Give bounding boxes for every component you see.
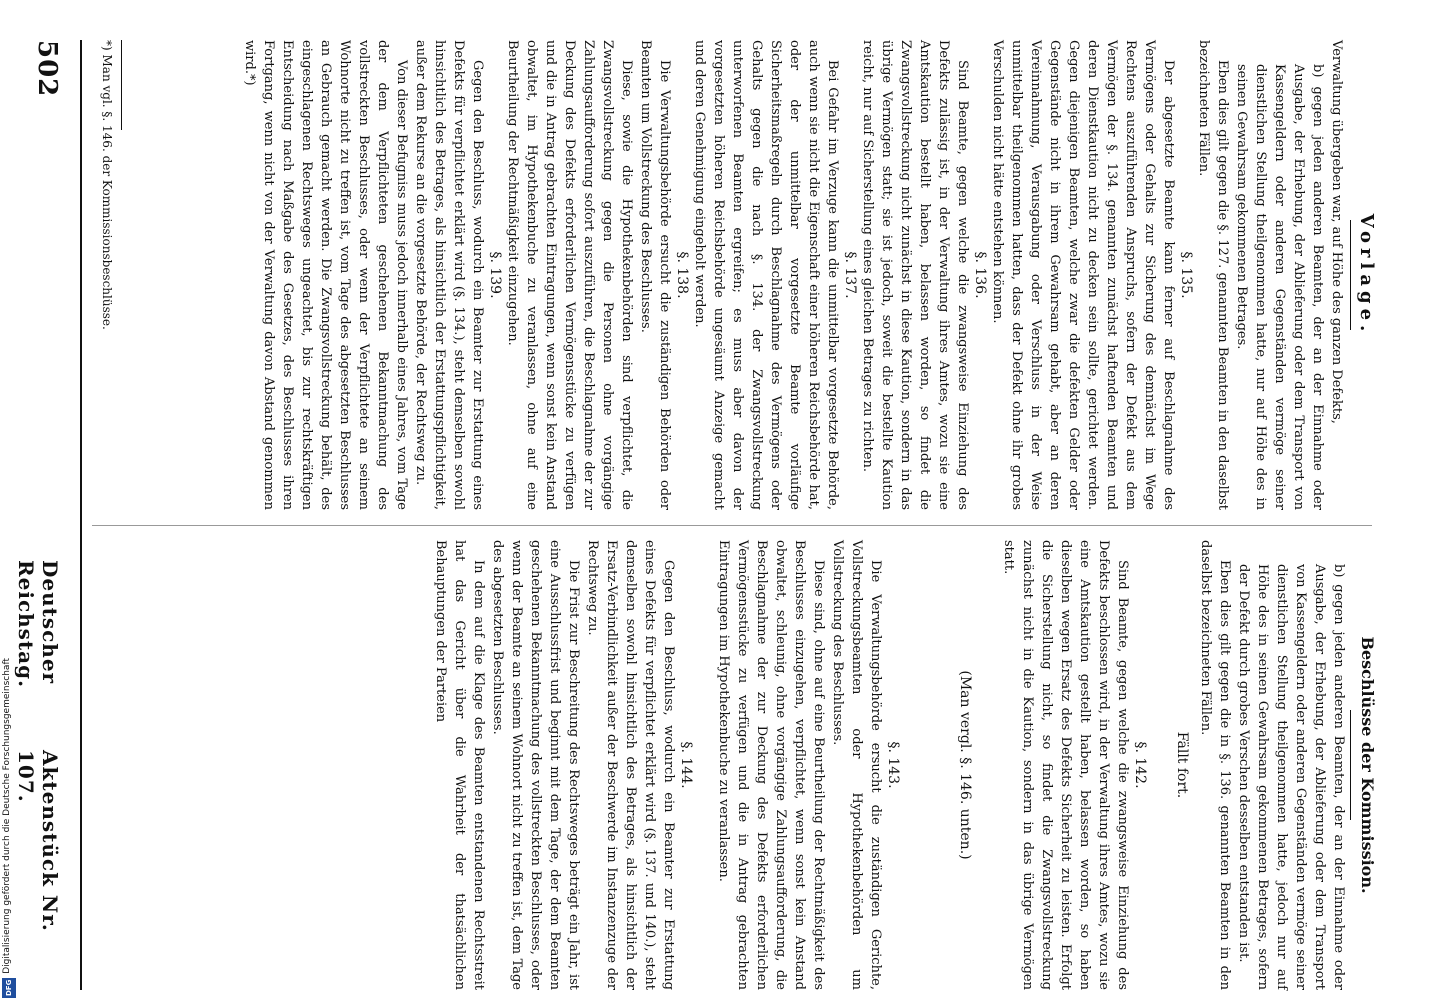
right-s144b-text: Die Frist zur Beschreitung des Rechtsweges beträgt ein Jahr, ist eine Ausschlussfrist und beginnt mit dem Tage, der dem Beamten geschehenen Bekanntmachung des vollstreckten Beschlusses, oder wenn der Beamte an seinem Wohnort nicht zu treffen ist, dem Tage des abgesetzten Beschlusses. — [490, 540, 581, 990]
right-s143-title: §. 143. — [885, 741, 901, 789]
right-s142-text: Sind Beamte, gegen welche die zwangsweise Einziehung des Defekts beschlossen wird, in der Verwaltung ihres Amtes, wozu sie eine Amtskaution gestellt haben, belassen worden, so haben dieselben wegen Ersatz des Defekts Sicherheit zu leisten. Erfolgt die Sicherstellung nicht, so findet die Zwangsvollstreckung zunächst nicht in die Kaution, sondern in das übrige Vermögen statt. — [1001, 540, 1130, 990]
title-right: Aktenstück Nr. 107. — [14, 750, 62, 932]
digitization-sidebar — [2, 600, 16, 1000]
left-heading-rule — [1350, 220, 1351, 330]
left-s137-title: §. 137. — [842, 251, 858, 299]
left-s137-text: Bei Gefahr im Verzuge kann die unmittelbar vorgesetzte Behörde, auch wenn sie nicht die Eigenschaft einer höheren Reichsbehörde hat, oder der unmittelbar vorgesetzte Beamte vorläufige Sicherheitsmaßregeln durch Beschlagnahme des Vermögens oder Gehalts gegen die nach §. 134. der Zwangsvollstreckung unterworfenen Beamten ergreifen; es muss aber davon der vorgesetzten höheren Reichsbehörde ungesäumt Anzeige gemacht und deren Genehmigung eingeholt werden. — [692, 40, 840, 510]
page-number: 502 — [32, 40, 62, 98]
column-divider — [92, 525, 1372, 526]
left-s136-title: §. 136. — [972, 251, 988, 299]
right-s142-title: §. 142. — [1132, 741, 1148, 789]
right-heading-rule — [1350, 710, 1351, 820]
right-item-b: b) gegen jeden anderen Beamten, der an der Einnahme oder Ausgabe, der Erhebung, der Ablieferung oder dem Transport von Kassengeldern oder anderen Gegenständen vermöge seiner dienstlichen Stellung theilgenommen hatte, jedoch nur auf Höhe des in seinen Gewahrsam gekommenen Betrages, sofern der Defekt durch grobes Verschen desselben entstanden ist. — [1236, 564, 1346, 990]
left-column — [87, 40, 1377, 510]
header-rule — [80, 40, 82, 990]
right-s143b-text: Diese sind, ohne auf eine Beurtheilung der Rechtmäßigkeit des Beschlusses einzugehen, verpflichtet, wenn sonst kein Anstand obwaltet, schleunig, ohne vorgängige Zahlungsaufforderung, die Beschlagnahme der zur Deckung des Defekts erforderlichen Vermögensstücke zu verfügen und die in Antrag gebrachten Eintragungen im Hypothekenbuche zu veranlassen. — [716, 540, 826, 990]
left-s140-title: §. 139. — [487, 251, 503, 299]
right-ref-note: (Man vergl. §. 146. unten.) — [957, 670, 973, 860]
left-s140-text: Gegen den Beschluss, wodurch ein Beamter zur Erstattung eines Defekts für verpflichtet erklärt wird (§. 134.), steht demselben sowohl hinsichtlich des Betrages, als hinsichtlich der Erstattungspflichtigkeit, außer dem Rekurse an die vorgesetzte Behörde, der Rechtsweg zu. — [413, 40, 485, 510]
left-s138-text: Die Verwaltungsbehörde ersucht die zuständigen Behörden oder Beamten um Vollstreckung des Beschlusses. — [638, 40, 672, 510]
left-s135-text: Der abgesetzte Beamte kann ferner auf Beschlagnahme des Vermögens oder Gehalts zur Sicherung des demnächst im Wege Rechtens auszuführenden Anspruchs, sofern der Defekt aus dem Vermögen der §. 134. genannten zunächst haftenden Beamten und deren Dienstkaution nicht zu decken sein sollte, gerichtet werden. Gegen diejenigen Beamten, welche zwar die defekten Gelder oder Gegenstände nicht in ihrem Gewahrsam gehabt, aber an deren Vereinnahmung, Verausgabung oder Verschluss in der Weise unmittelbar theilgenommen hatten, dass der Defekt ohne ihr grobes Verschulden nicht hätte entstehen können. — [990, 40, 1176, 510]
left-s135-title: §. 135. — [1178, 251, 1194, 299]
left-s136-text: Sind Beamte, gegen welche die zwangsweise Einziehung des Defekts zulässig ist, in der Verwaltung ihres Amtes, wozu sie eine Amtskaution bestellt haben, belassen worden, so findet die Zwangsvollstreckung nicht zunächst in diese Kaution, sondern in das übrige Vermögen statt; sie ist jedoch, soweit die bestellte Kaution reicht, nur auf Sicherstellung eines gleichen Betrages zu richten. — [860, 40, 970, 510]
left-s139-text: Diese, sowie die Hypothekenbehörden sind verpflichtet, die Zwangsvollstreckung gegen die Personen ohne vorgängige Zahlungsaufforderung sofort auszuführen, die Beschlagnahme der zur Deckung des Defekts erforderlichen Vermögensstücke zu verfügen und die in Antrag gebrachten Eintragungen, wenn sonst kein Anstand obwaltet, im Hypothekenbuche zu veranlassen, ohne auf eine Beurtheilung der Rechtmäßigkeit einzugehen. — [505, 40, 634, 510]
footnote-rule — [121, 40, 122, 130]
right-fallt-fort: Fällt fort. — [1174, 731, 1190, 799]
left-heading: Vorlage. — [1356, 213, 1377, 337]
title-left: Deutscher Reichstag. — [14, 560, 62, 689]
digitization-note: Digitalisierung gefördert durch die Deutsche Forschungsgemeinschaft — [2, 658, 12, 974]
right-s143-text: Die Verwaltungsbehörde ersucht die zuständigen Gerichte, Vollstreckungsbeamten oder Hypothekenbehörden um Vollstreckung des Beschlusses. — [830, 540, 883, 990]
right-s144-title: §. 144. — [678, 741, 694, 789]
right-heading: Beschlüsse der Kommission. — [1358, 636, 1377, 894]
left-s138-title: §. 138. — [674, 251, 690, 299]
right-s144-text: Gegen den Beschluss, wodurch ein Beamter zur Erstattung eines Defekts für verpflichtet erklärt wird (§. 137. und 140.), steht demselben sowohl hinsichtlich des Betrages, als hinsichtlich der Ersatz-Verbindlichkeit außer der Beschwerde im Instanzenzuge der Rechtsweg zu. — [585, 540, 676, 990]
left-intro: Verwaltung übergeben war, auf Höhe des ganzen Defekts, — [1329, 40, 1344, 424]
left-item-b: b) gegen jeden anderen Beamten, der an der Einnahme oder Ausgabe, der Erhebung, der Ablieferung oder dem Transport von Kassengeldern oder anderen Gegenständen vermöge seiner dienstlichen Stellung theilgenommen hatte, nur auf Höhe des in seinen Gewahrsam gekommenen Betrages. — [1234, 64, 1325, 510]
dfg-logo-icon: DFG — [2, 978, 16, 998]
right-para1: Eben dies gilt gegen die in §. 136. genannten Beamten in den daselbst bezeichneten Fällen. — [1198, 540, 1232, 990]
left-s140b-text: Von dieser Befugniss muss jedoch innerhalb eines Jahres, vom Tage der dem Verpflichteten geschehenen Bekanntmachung des vollstreckten Beschlusses, oder wenn der Verpflichtete an seinem Wohnorte nicht zu treffen ist, vom Tage des abgesetzten Beschlusses an Gebrauch gemacht werden. Die Zwangsvollstreckung behält, des eingeschlagenen Rechtsweges ungeachtet, bis zur rechtskräftigen Entscheidung nach Maßgabe des Gesetzes, des Beschlusses ihren Fortgang, wenn nicht von der Verwaltung davon Abstand genommen wird.*) — [242, 40, 409, 510]
right-column — [87, 540, 1377, 990]
right-s144c-text: In dem auf die Klage des Beamten entstandenen Rechtsstreit hat das Gericht über die Wahrheit der thatsächlichen Behauptungen der Parteien — [433, 540, 486, 990]
left-para1: Eben dies gilt gegen die §. 127. genannten Beamten in den daselbst bezeichneten Fällen. — [1196, 40, 1230, 510]
left-footnote: *) Man vgl. §. 146. der Kommissionsbeschlüsse. — [100, 40, 114, 330]
